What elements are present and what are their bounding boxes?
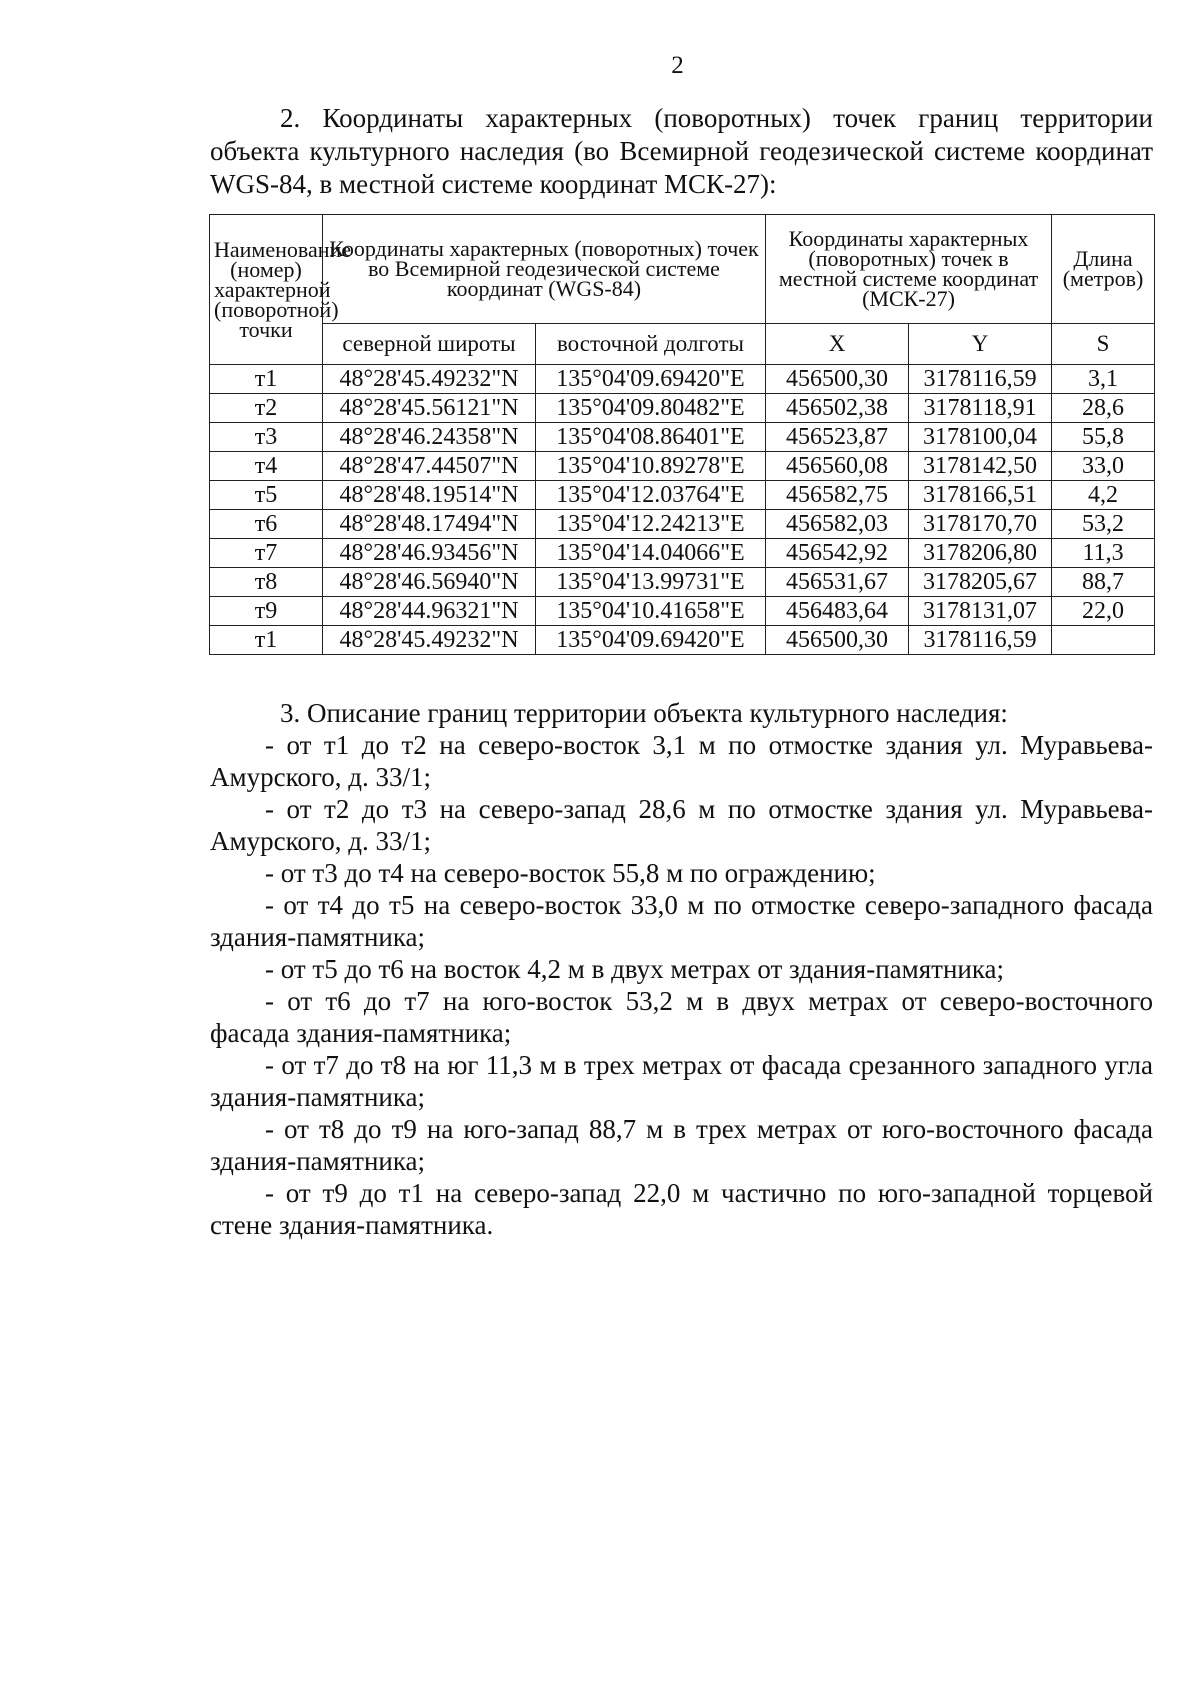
cell-latitude: 48°28'46.56940"N bbox=[323, 568, 536, 597]
cell-y: 3178131,07 bbox=[909, 597, 1052, 626]
header-latitude: северной широты bbox=[323, 324, 536, 365]
cell-longitude: 135°04'09.80482"E bbox=[536, 394, 766, 423]
table-row bbox=[210, 394, 1155, 423]
cell-latitude: 48°28'47.44507"N bbox=[323, 452, 536, 481]
cell-y: 3178116,59 bbox=[909, 626, 1052, 655]
cell-x: 456502,38 bbox=[766, 394, 909, 423]
cell-latitude: 48°28'46.24358"N bbox=[323, 423, 536, 452]
cell-s: 22,0 bbox=[1052, 597, 1155, 626]
boundary-segment: - от т7 до т8 на юг 11,3 м в трех метрах от фасада срезанного западного угла здания-памятника; bbox=[210, 1050, 1153, 1112]
cell-longitude: 135°04'10.89278"E bbox=[536, 452, 766, 481]
cell-s bbox=[1052, 626, 1155, 655]
cell-s: 53,2 bbox=[1052, 510, 1155, 539]
table-row bbox=[210, 597, 1155, 626]
cell-longitude: 135°04'13.99731"E bbox=[536, 568, 766, 597]
cell-point: т1 bbox=[210, 626, 323, 655]
cell-point: т7 bbox=[210, 539, 323, 568]
table-row bbox=[210, 510, 1155, 539]
boundary-segment: - от т1 до т2 на северо-восток 3,1 м по отмостке здания ул. Муравьева-Амурского, д. 33/1; bbox=[210, 730, 1153, 792]
header-x: X bbox=[766, 324, 909, 365]
cell-s: 3,1 bbox=[1052, 365, 1155, 394]
cell-y: 3178116,59 bbox=[909, 365, 1052, 394]
boundary-segment: - от т9 до т1 на северо-запад 22,0 м частично по юго-западной торцевой стене здания-памятника. bbox=[210, 1178, 1153, 1240]
table-row bbox=[210, 423, 1155, 452]
cell-point: т8 bbox=[210, 568, 323, 597]
header-s: S bbox=[1052, 324, 1155, 365]
cell-longitude: 135°04'09.69420"E bbox=[536, 626, 766, 655]
cell-s: 55,8 bbox=[1052, 423, 1155, 452]
header-longitude: восточной долготы bbox=[536, 324, 766, 365]
cell-x: 456582,03 bbox=[766, 510, 909, 539]
boundary-segment: - от т6 до т7 на юго-восток 53,2 м в двух метрах от северо-восточного фасада здания-памятника; bbox=[210, 986, 1153, 1048]
table-row bbox=[210, 539, 1155, 568]
cell-point: т9 bbox=[210, 597, 323, 626]
cell-y: 3178142,50 bbox=[909, 452, 1052, 481]
cell-latitude: 48°28'48.17494"N bbox=[323, 510, 536, 539]
cell-point: т6 bbox=[210, 510, 323, 539]
cell-latitude: 48°28'45.49232"N bbox=[323, 626, 536, 655]
cell-longitude: 135°04'08.86401"E bbox=[536, 423, 766, 452]
cell-y: 3178170,70 bbox=[909, 510, 1052, 539]
cell-point: т2 bbox=[210, 394, 323, 423]
cell-point: т4 bbox=[210, 452, 323, 481]
boundary-segment: - от т2 до т3 на северо-запад 28,6 м по отмостке здания ул. Муравьева-Амурского, д. 33/1; bbox=[210, 794, 1153, 856]
boundary-segment: - от т8 до т9 на юго-запад 88,7 м в трех метрах от юго-восточного фасада здания-памятника; bbox=[210, 1114, 1153, 1176]
cell-x: 456531,67 bbox=[766, 568, 909, 597]
cell-s: 11,3 bbox=[1052, 539, 1155, 568]
table-row bbox=[210, 452, 1155, 481]
section-2-intro: 2. Координаты характерных (поворотных) точек границ территории объекта культурного наследия (во Всемирной геодезической системе координат WGS-84, в местной системе координат МСК-27): bbox=[210, 103, 1153, 199]
header-y: Y bbox=[909, 324, 1052, 365]
cell-point: т1 bbox=[210, 365, 323, 394]
boundary-segment: - от т3 до т4 на северо-восток 55,8 м по ограждению; bbox=[265, 858, 876, 888]
header-point-name: Наименование (номер) характерной (поворотной) точки bbox=[210, 215, 323, 365]
cell-x: 456542,92 bbox=[766, 539, 909, 568]
cell-s: 4,2 bbox=[1052, 481, 1155, 510]
cell-y: 3178205,67 bbox=[909, 568, 1052, 597]
cell-x: 456582,75 bbox=[766, 481, 909, 510]
cell-latitude: 48°28'45.49232"N bbox=[323, 365, 536, 394]
cell-x: 456523,87 bbox=[766, 423, 909, 452]
cell-x: 456500,30 bbox=[766, 365, 909, 394]
cell-longitude: 135°04'12.24213"E bbox=[536, 510, 766, 539]
cell-y: 3178166,51 bbox=[909, 481, 1052, 510]
cell-x: 456500,30 bbox=[766, 626, 909, 655]
boundary-segment: - от т4 до т5 на северо-восток 33,0 м по отмостке северо-западного фасада здания-памятника; bbox=[210, 890, 1153, 952]
section-3-heading: 3. Описание границ территории объекта культурного наследия: bbox=[280, 698, 1008, 728]
coordinates-table bbox=[209, 214, 1155, 655]
table-row bbox=[210, 626, 1155, 655]
table-row bbox=[210, 568, 1155, 597]
cell-s: 28,6 bbox=[1052, 394, 1155, 423]
cell-point: т3 bbox=[210, 423, 323, 452]
header-wgs84: Координаты характерных (поворотных) точек во Всемирной геодезической системе координат (WGS-84) bbox=[323, 215, 766, 324]
page-number: 2 bbox=[671, 52, 684, 79]
cell-longitude: 135°04'12.03764"E bbox=[536, 481, 766, 510]
cell-x: 456560,08 bbox=[766, 452, 909, 481]
cell-longitude: 135°04'10.41658"E bbox=[536, 597, 766, 626]
cell-x: 456483,64 bbox=[766, 597, 909, 626]
cell-s: 88,7 bbox=[1052, 568, 1155, 597]
table-row bbox=[210, 481, 1155, 510]
cell-y: 3178118,91 bbox=[909, 394, 1052, 423]
cell-latitude: 48°28'44.96321"N bbox=[323, 597, 536, 626]
cell-latitude: 48°28'48.19514"N bbox=[323, 481, 536, 510]
cell-longitude: 135°04'09.69420"E bbox=[536, 365, 766, 394]
boundary-segment: - от т5 до т6 на восток 4,2 м в двух метрах от здания-памятника; bbox=[265, 954, 1005, 984]
cell-s: 33,0 bbox=[1052, 452, 1155, 481]
cell-latitude: 48°28'45.56121"N bbox=[323, 394, 536, 423]
header-length: Длина (метров) bbox=[1052, 215, 1155, 324]
cell-y: 3178100,04 bbox=[909, 423, 1052, 452]
table-row bbox=[210, 365, 1155, 394]
cell-point: т5 bbox=[210, 481, 323, 510]
cell-latitude: 48°28'46.93456"N bbox=[323, 539, 536, 568]
header-msk27: Координаты характерных (поворотных) точек в местной системе координат (МСК-27) bbox=[766, 215, 1052, 324]
cell-longitude: 135°04'14.04066"E bbox=[536, 539, 766, 568]
cell-y: 3178206,80 bbox=[909, 539, 1052, 568]
boundary-description bbox=[210, 697, 1153, 1241]
